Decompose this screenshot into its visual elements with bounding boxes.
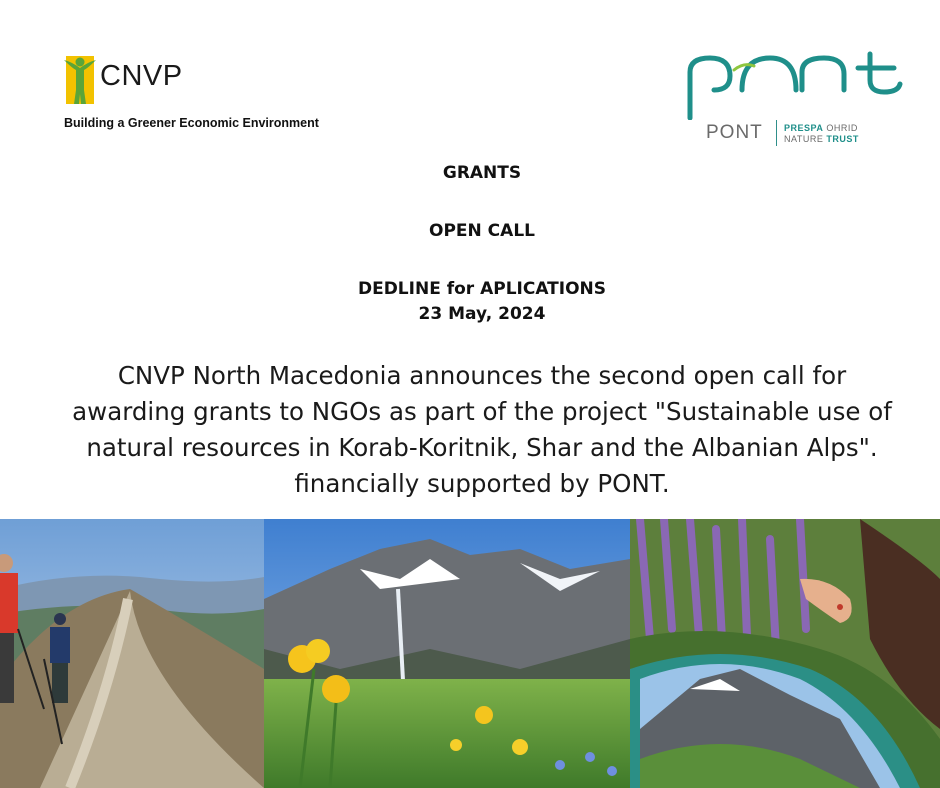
deadline-heading: DEDLINE for APLICATIONS xyxy=(357,279,607,299)
deadline-date: 23 May, 2024 xyxy=(418,304,546,324)
mountain-meadow-flowers-photo xyxy=(264,519,630,788)
pont-line-1 xyxy=(784,123,858,133)
pont-wave-icon xyxy=(684,50,908,120)
pont-trust: TRUST xyxy=(826,134,859,144)
open-call-heading: OPEN CALL xyxy=(429,221,535,241)
cnvp-figure-icon xyxy=(62,50,98,104)
hikers-on-ridge-photo xyxy=(0,519,264,788)
grants-heading: GRANTS xyxy=(442,163,522,183)
photo-strip xyxy=(0,519,940,788)
pont-separator xyxy=(776,120,777,146)
pont-nature: NATURE xyxy=(784,134,827,144)
pont-ohrid: OHRID xyxy=(823,123,858,133)
pont-logo xyxy=(684,50,908,150)
lavender-flowers-hand-photo xyxy=(630,519,940,788)
pont-line-2 xyxy=(784,134,859,144)
pont-word: PONT xyxy=(706,122,763,143)
announcement-text: CNVP North Macedonia announces the second open call for awarding grants to NGOs as part of the project "Sustainable use of natural resources in Korab-Koritnik, Shar and the Albanian Alps". financially supported by PONT. xyxy=(72,361,892,498)
cnvp-logo xyxy=(62,48,342,138)
cnvp-tagline: Building a Greener Economic Environment xyxy=(64,116,319,130)
cnvp-name: CNVP xyxy=(100,60,183,92)
pont-prespa: PRESPA xyxy=(784,123,824,133)
